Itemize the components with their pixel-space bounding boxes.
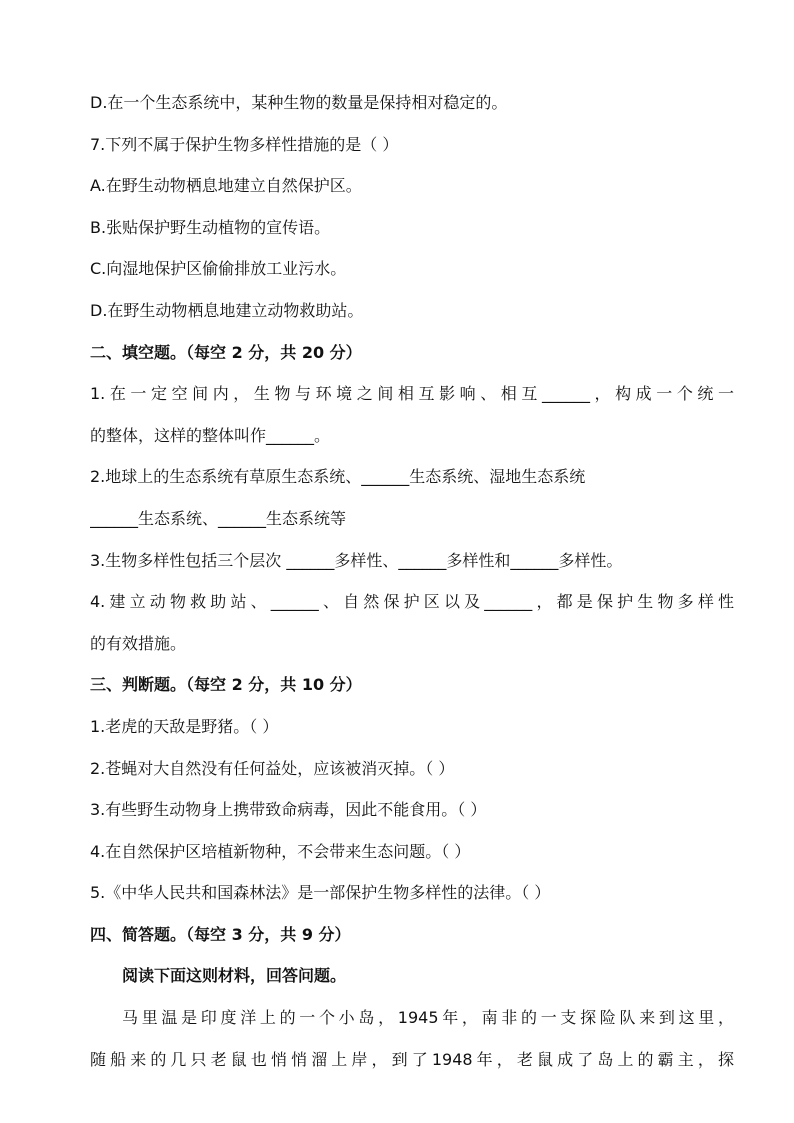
fill-question-1-line-2: 的整体，这样的整体叫作______。	[90, 425, 331, 445]
fill-question-4-line-2: 的有效措施。	[90, 633, 187, 653]
judge-question-2: 2.苍蝇对大自然没有任何益处，应该被消灭掉。（ ）	[90, 758, 455, 778]
fill-question-2-line-1: 2.地球上的生态系统有草原生态系统、______生态系统、湿地生态系统	[90, 467, 586, 487]
passage-line-1: 马里温是印度洋上的一个小岛，1945年，南非的一支探险队来到这里，	[122, 1008, 734, 1028]
option-6d: D.在一个生态系统中，某种生物的数量是保持相对稳定的。	[90, 93, 508, 112]
judge-question-4: 4.在自然保护区培植新物种，不会带来生态问题。（ ）	[90, 841, 471, 861]
option-7c: C.向湿地保护区偷偷排放工业污水。	[90, 259, 347, 279]
fill-question-4-line-1: 4.建立动物救助站、______、自然保护区以及______，都是保护生物多样性	[90, 592, 734, 612]
option-7a: A.在野生动物栖息地建立自然保护区。	[90, 176, 362, 196]
section-heading-fill-in: 二、填空题。（每空 2 分，共 20 分）	[90, 342, 362, 362]
judge-question-3: 3.有些野生动物身上携带致命病毒，因此不能食用。（ ）	[90, 800, 487, 820]
passage-line-2: 随船来的几只老鼠也悄悄溜上岸，到了1948年，老鼠成了岛上的霸主，探	[90, 1049, 734, 1069]
question-7: 7.下列不属于保护生物多样性措施的是（ ）	[90, 134, 399, 154]
judge-question-5: 5.《中华人民共和国森林法》是一部保护生物多样性的法律。（ ）	[90, 883, 551, 903]
section-heading-short-answer: 四、简答题。（每空 3 分，共 9 分）	[90, 924, 351, 944]
fill-question-1-line-1: 1.在一定空间内，生物与环境之间相互影响、相互______，构成一个统一	[90, 384, 734, 404]
judge-question-1: 1.老虎的天敌是野猪。（ ）	[90, 716, 279, 736]
option-7d: D.在野生动物栖息地建立动物救助站。	[90, 300, 364, 320]
section-heading-true-false: 三、判断题。（每空 2 分，共 10 分）	[90, 675, 362, 695]
fill-question-3: 3.生物多样性包括三个层次 ______多样性、______多样性和______多样性。	[90, 550, 623, 570]
reading-instruction: 阅读下面这则材料，回答问题。	[122, 966, 347, 986]
fill-question-2-line-2: ______生态系统、______生态系统等	[90, 508, 347, 528]
option-7b: B.张贴保护野生动植物的宣传语。	[90, 217, 331, 237]
